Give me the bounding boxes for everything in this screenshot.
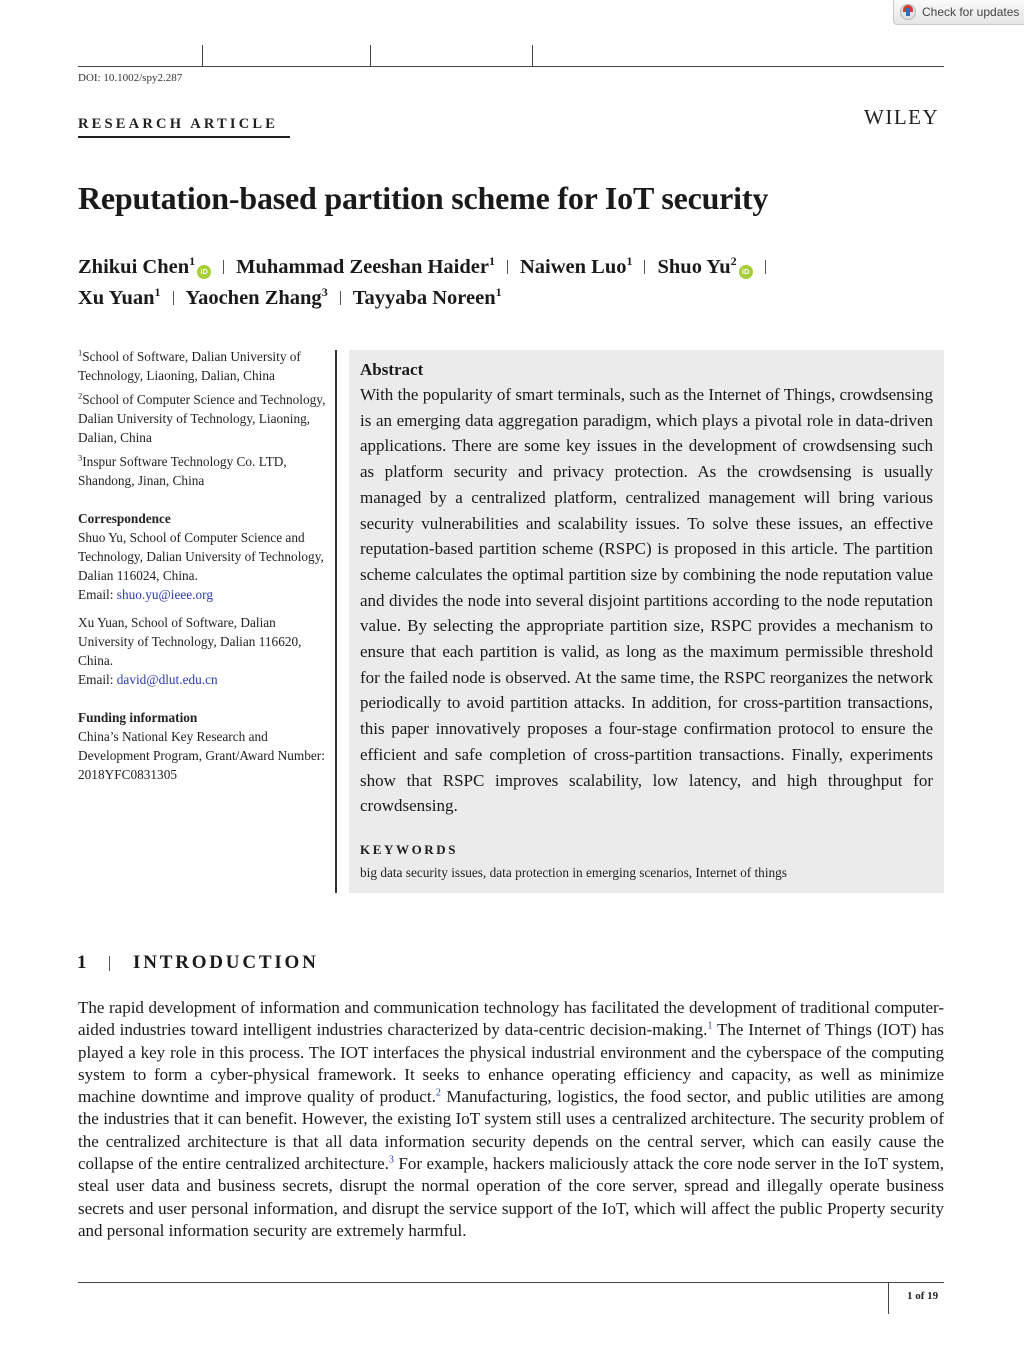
header-tick: [370, 45, 371, 66]
header-tick: [532, 45, 533, 66]
author-list-line-1: [78, 256, 778, 279]
correspondence-block: [78, 509, 328, 604]
footer-tick: [888, 1282, 889, 1314]
header-rule: [78, 66, 944, 67]
publisher-logo: WILEY: [864, 105, 940, 129]
correspondence-heading: Correspondence: [78, 511, 171, 526]
author-separator: [507, 260, 508, 274]
article-type: RESEARCH ARTICLE: [78, 116, 279, 132]
affiliation-2: $^2$School of Computer Science and Technology, Dalian University of Technology, Liaoning, Dalian, China: [78, 390, 326, 445]
author-separator: [644, 260, 645, 274]
correspondence-entry: Xu Yuan, School of Software, Dalian University of Technology, Dalian 116620, China.: [78, 615, 302, 668]
citation-link[interactable]: 2: [435, 1087, 441, 1099]
author[interactable]: Naiwen Luo$^1$: [519, 254, 633, 278]
author-separator: [173, 291, 174, 305]
citation-link[interactable]: 1: [707, 1020, 713, 1032]
author-list-line-2: [78, 287, 502, 310]
funding-block: [78, 708, 328, 784]
paper-title: Reputation-based partition scheme for IoT security: [78, 180, 769, 216]
page-number: 1 of 19: [907, 1290, 939, 1302]
footer-rule: [78, 1282, 944, 1283]
section-number: 1: [77, 952, 87, 973]
funding-heading: Funding information: [78, 710, 198, 725]
keywords-heading: KEYWORDS: [360, 842, 459, 857]
doi-link[interactable]: DOI: 10.1002/spy2.287: [78, 72, 183, 84]
author[interactable]: Shuo Yu$^2$: [657, 254, 737, 278]
orcid-icon[interactable]: iD: [739, 265, 753, 279]
section-title: INTRODUCTION: [133, 952, 319, 973]
email-link[interactable]: shuo.yu@ieee.org: [116, 587, 213, 602]
affiliation-3: $^3$Inspur Software Technology Co. LTD, Shandong, Jinan, China: [78, 452, 287, 488]
abstract-heading: Abstract: [360, 360, 424, 379]
correspondence-email-row: Email: david@dlut.edu.cn: [78, 672, 218, 687]
article-type-underline: [78, 136, 290, 138]
check-for-updates-icon: [900, 4, 916, 20]
author[interactable]: Muhammad Zeeshan Haider$^1$: [236, 254, 495, 278]
keywords-text: big data security issues, data protection in emerging scenarios, Internet of things: [360, 865, 787, 880]
correspondence-email-row: Email: shuo.yu@ieee.org: [78, 587, 213, 602]
correspondence-block-2: [78, 613, 328, 689]
author[interactable]: Tayyaba Noreen$^1$: [352, 285, 502, 309]
correspondence-entry: Shuo Yu, School of Computer Science and Technology, Dalian University of Technology, Dalian 116024, China.: [78, 530, 324, 583]
affiliation-1: $^1$School of Software, Dalian University of Technology, Liaoning, Dalian, China: [78, 347, 301, 383]
author-separator: [340, 291, 341, 305]
check-for-updates-label: Check for updates: [922, 5, 1020, 19]
citation-link[interactable]: 3: [388, 1154, 394, 1166]
check-for-updates-button[interactable]: [893, 0, 1024, 25]
column-divider: [335, 350, 337, 893]
abstract-text: With the popularity of smart terminals, such as the Internet of Things, crowdsensing is an emerging data aggregation paradigm, which plays a pivotal role in data-driven applications. There are some key issues in the development of crowdsensing such as platform security and privacy protection. As the crowdsensing is usually managed by a centralized platform, centralized management will bring various security vulnerabilities and scalability issues. To solve these issues, an effective reputation-based partition scheme (RSPC) is proposed in this article. The partition scheme calculates the optimal partition size by combining the node reputation value and divides the node into several disjoint partitions according to the node reputation value. By selecting the appropriate partition size, RSPC provides a mechanism to ensure that each partition is valid, as long as the maximum permissible threshold for the failed node is observed. At the same time, the RSPC reorganizes the network periodically to avoid partition attacks. In addition, for cross-partition transactions, this paper innovatively proposes a four-stage confirmation protocol to ensure the efficient and safe completion of cross-partition transactions. Finally, experiments show that RSPC improves scalability, low latency, and high throughput for crowdsensing.: [360, 385, 933, 816]
author-separator: [765, 260, 766, 274]
author[interactable]: Yaochen Zhang$^3$: [185, 285, 328, 309]
author[interactable]: Xu Yuan$^1$: [78, 285, 161, 309]
author-separator: [223, 260, 224, 274]
header-tick: [202, 45, 203, 66]
author[interactable]: Zhikui Chen$^1$: [78, 254, 196, 278]
funding-text: China’s National Key Research and Development Program, Grant/Award Number: 2018YFC0831305: [78, 729, 325, 782]
orcid-icon[interactable]: iD: [197, 265, 211, 279]
email-link[interactable]: david@dlut.edu.cn: [116, 672, 218, 687]
section-separator: [109, 956, 110, 971]
introduction-paragraph: The rapid development of information and communication technology has facilitated the development of traditional computer-aided industries toward intelligent industries characterized by data-centric decision-making.$^1$ The Internet of Things (IOT) has played a key role in this process. The IOT interfaces the physical industrial environment and the cyberspace of the computing system to form a cyber-physical framework. It seeks to enhance operating efficiency and capacity, as well as minimize machine downtime and improve quality of product.$^2$ Manufacturing, logistics, the food sector, and public utilities are among the industries that it can benefit. However, the existing IoT system still uses a centralized architecture. The security problem of the centralized architecture is that all data information security depends on the central server, which can easily cause the collapse of the entire centralized architecture.$^3$ For example, hackers maliciously attack the core node server in the IoT system, steal user data and business secrets, disrupt the normal operation of the core server, spread and illegally operate business secrets and user personal information, and disrupt the service support of the IoT, which will affect the public Property security and personal information security are extremely harmful.: [78, 998, 944, 1240]
